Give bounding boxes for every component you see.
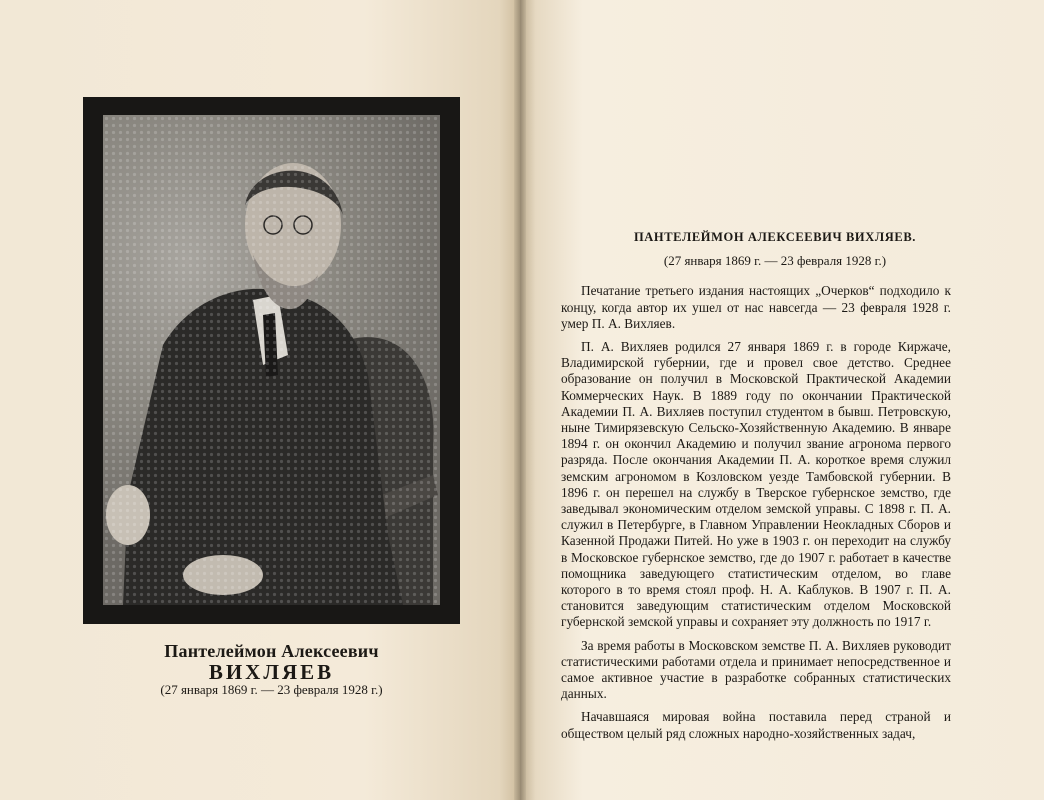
- caption-dates: (27 января 1869 г. — 23 февраля 1928 г.): [160, 682, 383, 697]
- article-title: ПАНТЕЛЕЙМОН АЛЕКСЕЕВИЧ ВИХЛЯЕВ.: [633, 230, 917, 244]
- caption-name: Пантелеймон Алексеевич: [164, 641, 379, 661]
- article-dates: (27 января 1869 г. — 23 февраля 1928 г.): [663, 253, 887, 269]
- left-page: [0, 0, 520, 800]
- paragraph-2: П. А. Вихляев родился 27 января 1869 г. в городе Киржаче, Владимирской губернии, где и провел свое детство. Среднее образование он получил в Московской Практической Академии Коммерческих Наук. В 1889 году по окончании Практической Академии П. А. Вихляев поступил студентом в бывш. Петровскую, ныне Тимирязевскую Сельско-Хозяйственную Академию. В январе 1894 г. он окончил Академию и получил звание агронома первого разряда. После окончания Академии П. А. короткое время служил земским агрономом в Козловском уезде Тамбовской губернии. В 1896 г. он перешел на службу в Тверское губернское земство, где заведывал экономическим отделом земской управы. С 1898 г. П. А. служил в Петербурге, в Главном Управлении Неокладных Сборов и Казенной Продажи Питей. Но уже в 1903 г. он переходит на службу в Московское губернское земство, где до 1907 г. работает в качестве помощника заведующего статистическим отделом, во главе которого в то время стоял проф. Н. А. Каблуков. В 1907 г. П. А. становится заведующим статистическим отделом Московской губернской земской управы и сохраняет эту должность по 1917 г.: [561, 339, 951, 630]
- portrait-frame: [83, 97, 460, 624]
- paragraph-1: Печатание третьего издания настоящих „Очерков“ подходило к концу, когда автор их ушел от нас навсегда — 23 февраля 1928 г. умер П. А. Вихляев.: [561, 283, 951, 331]
- portrait-photo: [103, 115, 440, 605]
- caption-surname: ВИХЛЯЕВ: [208, 660, 335, 684]
- article-column: [561, 225, 951, 749]
- paragraph-3: За время работы в Московском земстве П. А. Вихляев руководит статистическими работами отдела и принимает непосредственное и самое активное участие в разработке собранных статистических данных.: [561, 637, 951, 702]
- book-gutter: [514, 0, 526, 800]
- portrait-illustration: [103, 115, 440, 605]
- paragraph-4: Начавшаяся мировая война поставила перед страной и обществом целый ряд сложных народно-хозяйственных задач,: [561, 709, 951, 741]
